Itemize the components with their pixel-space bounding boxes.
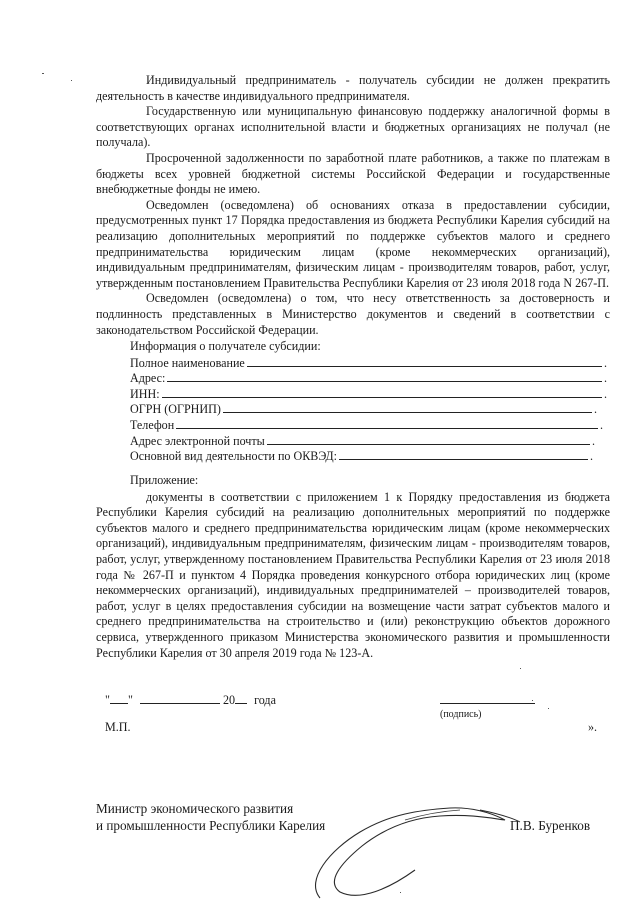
date-day-field[interactable]: [110, 692, 128, 704]
date-quote-close: ": [127, 693, 133, 707]
field-phone[interactable]: [130, 417, 606, 433]
signature-field[interactable]: [440, 692, 535, 704]
stamp-place-label: М.П.: [105, 720, 131, 734]
field-dot: .: [600, 417, 604, 432]
field-email[interactable]: [130, 433, 598, 449]
field-label: ОГРН (ОГРНИП): [130, 402, 221, 417]
field-full-name[interactable]: [130, 355, 610, 371]
appendix-heading: Приложение:: [130, 473, 199, 487]
field-label: ИНН:: [130, 386, 160, 401]
field-line[interactable]: [162, 386, 602, 398]
paragraph-refusal-grounds: Осведомлен (осведомлена) об основаниях отказа в предоставлении субсидии, предусмотренных пункт 17 Порядка предоставления из бюджета Республики Карелия субсидий на реализацию дополнительных мероприятий по поддержке субъектов малого и среднего предпринимательства юридическим лицам (кроме некоммерческих организаций), индивидуальным предпринимателям, физическим лицам - производителям товаров, работ, услуг, утвержденным постановлением Правительства Республики Карелия от 23 июля 2018 года N 267-П.: [96, 197, 610, 290]
scan-speck: [548, 708, 549, 709]
scan-speck: [400, 892, 401, 893]
field-dot: .: [592, 433, 596, 448]
field-dot: .: [604, 386, 608, 401]
date-quote-open: ": [105, 693, 110, 707]
field-label: Полное наименование: [130, 355, 245, 370]
field-line[interactable]: [167, 370, 602, 382]
date-month-field[interactable]: [140, 692, 220, 704]
date-century: 20: [222, 693, 236, 707]
paragraph-no-debt: Просроченной задолженности по заработной плате работников, а также по платежам в бюджеты всех уровней бюджетной системы Российской Федерации и государственные внебюджетные фонды не имею.: [96, 150, 610, 197]
field-line[interactable]: [247, 355, 602, 367]
date-year-field[interactable]: [235, 692, 247, 704]
minister-title: [96, 800, 325, 834]
paragraph-no-termination: Индивидуальный предприниматель - получатель субсидии не должен прекратить деятельность в качестве индивидуального предпринимателя.: [96, 73, 610, 103]
field-label: Адрес электронной почты: [130, 433, 265, 448]
info-heading-row: [130, 339, 610, 355]
appendix-block: [96, 473, 610, 661]
date-line: [105, 692, 276, 709]
scan-speck: [532, 700, 533, 701]
field-line[interactable]: [176, 417, 598, 429]
info-heading: Информация о получателе субсидии:: [130, 339, 321, 353]
closing-quote: ».: [588, 720, 598, 734]
recipient-info: [130, 339, 610, 464]
field-dot: .: [604, 371, 608, 386]
field-line[interactable]: [267, 433, 590, 445]
scan-speck: [520, 668, 521, 669]
minister-name: П.В. Буренков: [510, 818, 591, 833]
field-label: Телефон: [130, 417, 175, 432]
appendix-text: документы в соответствии с приложением 1 к Порядку предоставления из бюджета Республики Карелия субсидий на реализацию дополнительных мероприятий по поддержке субъектов малого и среднего предпринимательства юридическим лицам (кроме некоммерческих организаций), индивидуальным предпринимателям, физическим лицам - производителям товаров, работ, услуг, утвержденному постановлением Правительства Республики Карелия от 23 июля 2018 года № 267-П и пунктом 4 Порядка проведения конкурсного отбора юридических лиц (кроме некоммерческих организаций), индивидуальных предпринимателей – производителей товаров, работ, услуг в целях предоставления субсидии на возмещение части затрат субъектов малого и среднего предпринимательства на строительство и (или) реконструкцию объектов дорожного сервиса, утвержденного приказом Министерства экономического развития и промышленности Республики Карелия от 30 апреля 2019 года № 123-А.: [96, 489, 610, 660]
paragraph-responsibility: Осведомлен (осведомлена) о том, что несу ответственность за достоверность и подлинность представленных в Министерство документов и сведений в соответствии с законодательством Российской Федерации.: [96, 291, 610, 337]
field-line[interactable]: [223, 401, 592, 413]
field-okved[interactable]: [130, 448, 596, 464]
declaration-block: [96, 73, 610, 338]
field-dot: .: [590, 449, 594, 464]
field-address[interactable]: [130, 370, 610, 386]
field-label: Основной вид деятельности по ОКВЭД:: [130, 449, 337, 464]
field-line[interactable]: [339, 448, 588, 460]
date-year-word: года: [254, 693, 276, 707]
paragraph-no-support: Государственную или муниципальную финансовую поддержку аналогичной формы в соответствующих органах исполнительной власти и бюджетных организациях не получал (не получала).: [96, 104, 610, 150]
scan-speck: [71, 80, 72, 81]
field-dot: .: [594, 402, 598, 417]
field-dot: .: [604, 355, 608, 370]
scan-speck: [42, 73, 44, 74]
signature-caption: (подпись): [440, 709, 482, 720]
field-ogrn[interactable]: [130, 401, 600, 417]
field-inn[interactable]: [130, 386, 610, 402]
handwritten-signature: [300, 770, 530, 905]
field-label: Адрес:: [130, 371, 166, 386]
minister-title-line1: Министр экономического развития: [96, 801, 294, 816]
minister-title-line2: и промышленности Республики Карелия: [96, 818, 326, 833]
